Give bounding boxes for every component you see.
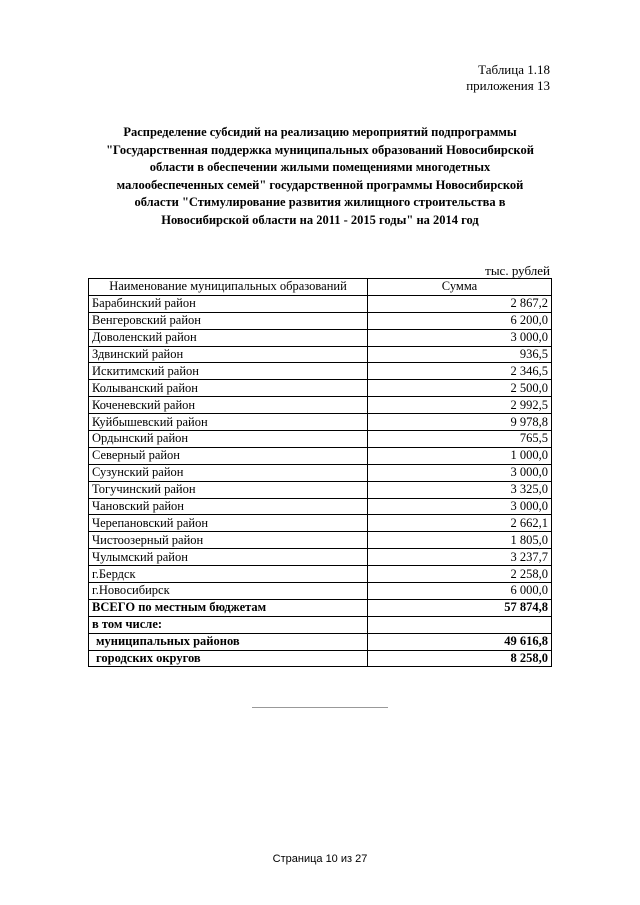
row-sum: 1 805,0 <box>368 532 552 549</box>
table-header-row <box>89 279 552 296</box>
row-name: Коченевский район <box>89 397 368 414</box>
title-line: Распределение субсидий на реализацию мероприятий подпрограммы <box>123 125 517 139</box>
table-row <box>89 380 552 397</box>
row-name: Чановский район <box>89 498 368 515</box>
row-name: Тогучинский район <box>89 481 368 498</box>
urban-sum: 8 258,0 <box>368 650 552 667</box>
table-row <box>89 397 552 414</box>
table-row <box>89 464 552 481</box>
row-name: г.Новосибирск <box>89 583 368 600</box>
row-name: Доволенский район <box>89 329 368 346</box>
row-sum: 936,5 <box>368 346 552 363</box>
table-row <box>89 481 552 498</box>
row-name: Северный район <box>89 447 368 464</box>
table-row <box>89 295 552 312</box>
row-sum: 765,5 <box>368 431 552 448</box>
including-row <box>89 616 552 633</box>
table-row <box>89 515 552 532</box>
row-sum: 2 346,5 <box>368 363 552 380</box>
row-sum: 3 237,7 <box>368 549 552 566</box>
row-sum: 3 000,0 <box>368 464 552 481</box>
row-name: Сузунский район <box>89 464 368 481</box>
municipal-row <box>89 633 552 650</box>
row-name: Здвинский район <box>89 346 368 363</box>
row-name: Чистоозерный район <box>89 532 368 549</box>
header-sum: Сумма <box>368 279 552 296</box>
row-sum: 9 978,8 <box>368 414 552 431</box>
table-row <box>89 549 552 566</box>
divider-line <box>252 707 388 708</box>
units-label: тыс. рублей <box>485 263 550 278</box>
table-reference <box>466 62 550 94</box>
row-name: Ордынский район <box>89 431 368 448</box>
table-row <box>89 414 552 431</box>
including-label: в том числе: <box>89 616 368 633</box>
table-body <box>89 295 552 599</box>
row-sum: 6 000,0 <box>368 583 552 600</box>
row-name: Искитимский район <box>89 363 368 380</box>
row-sum: 1 000,0 <box>368 447 552 464</box>
row-name: Куйбышевский район <box>89 414 368 431</box>
table-row <box>89 312 552 329</box>
table-row <box>89 431 552 448</box>
table-row <box>89 583 552 600</box>
total-label: ВСЕГО по местным бюджетам <box>89 599 368 616</box>
including-sum <box>368 616 552 633</box>
table-number: Таблица 1.18 <box>478 62 550 77</box>
municipal-label: муниципальных районов <box>89 633 368 650</box>
page-footer: Страница 10 из 27 <box>272 853 368 865</box>
table-row <box>89 363 552 380</box>
row-sum: 3 325,0 <box>368 481 552 498</box>
title-line: области в обеспечении жилыми помещениями многодетных <box>149 160 491 174</box>
municipal-sum: 49 616,8 <box>368 633 552 650</box>
table-row <box>89 329 552 346</box>
row-name: г.Бердск <box>89 566 368 583</box>
table-row <box>89 447 552 464</box>
row-name: Венгеровский район <box>89 312 368 329</box>
total-row <box>89 599 552 616</box>
row-sum: 2 258,0 <box>368 566 552 583</box>
title-line: Новосибирской области на 2011 - 2015 годы" на 2014 год <box>161 212 479 227</box>
row-sum: 2 662,1 <box>368 515 552 532</box>
title-line: "Государственная поддержка муниципальных образований Новосибирской <box>106 142 534 157</box>
total-sum: 57 874,8 <box>368 599 552 616</box>
header-name: Наименование муниципальных образований <box>89 279 368 296</box>
subsidy-table <box>88 278 552 667</box>
urban-row <box>89 650 552 667</box>
table-row <box>89 532 552 549</box>
document-title <box>88 124 552 229</box>
table-row <box>89 566 552 583</box>
row-name: Барабинский район <box>89 295 368 312</box>
row-sum: 2 992,5 <box>368 397 552 414</box>
row-sum: 6 200,0 <box>368 312 552 329</box>
row-name: Колыванский район <box>89 380 368 397</box>
title-line: области "Стимулирование развития жилищного строительства в <box>134 195 506 209</box>
row-sum: 2 500,0 <box>368 380 552 397</box>
row-name: Черепановский район <box>89 515 368 532</box>
urban-label: городских округов <box>89 650 368 667</box>
row-sum: 3 000,0 <box>368 498 552 515</box>
row-name: Чулымский район <box>89 549 368 566</box>
table-row <box>89 346 552 363</box>
title-line: малообеспеченных семей" государственной программы Новосибирской <box>116 177 524 192</box>
table-row <box>89 498 552 515</box>
table-summary <box>89 599 552 667</box>
appendix-number: приложения 13 <box>466 78 550 93</box>
row-sum: 3 000,0 <box>368 329 552 346</box>
row-sum: 2 867,2 <box>368 295 552 312</box>
